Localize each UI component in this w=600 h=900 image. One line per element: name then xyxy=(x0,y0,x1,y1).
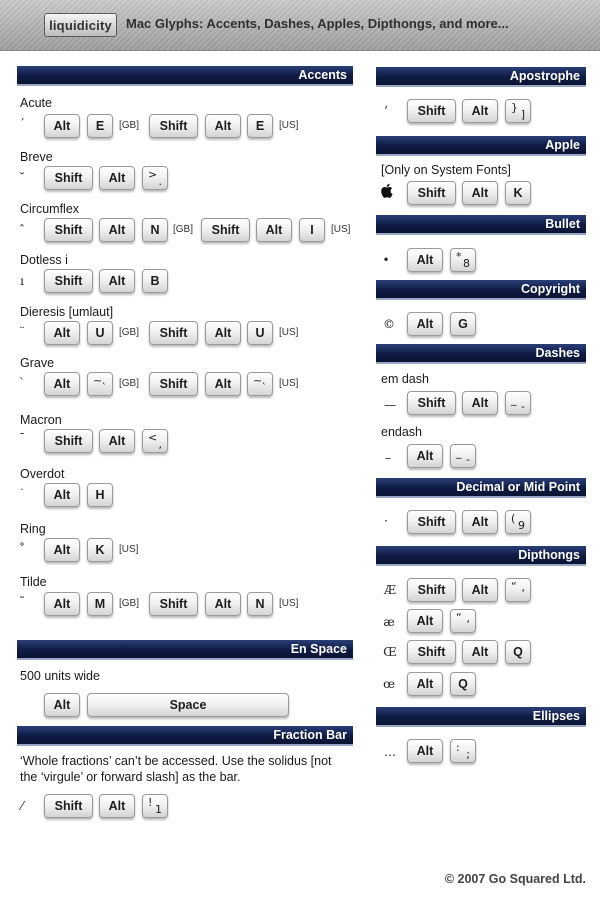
underscore-hyphen-key: _ - xyxy=(505,391,531,415)
u-key: U xyxy=(87,321,113,345)
section-header-mid-point: Decimal or Mid Point xyxy=(376,478,586,498)
shift-key: Shift xyxy=(149,592,198,616)
e-key: E xyxy=(247,114,273,138)
alt-key: Alt xyxy=(407,444,443,468)
section-header-dashes: Dashes xyxy=(376,344,586,364)
alt-key: Alt xyxy=(205,114,241,138)
alt-key: Alt xyxy=(44,483,80,507)
glyph-ellipsis: … xyxy=(384,745,396,759)
m-key: M xyxy=(87,592,113,616)
shift-key: Shift xyxy=(149,321,198,345)
glyph-en-dash: – xyxy=(385,451,391,465)
note-gb: [GB] xyxy=(173,224,194,235)
q-key: Q xyxy=(505,640,531,664)
page-title: Mac Glyphs: Accents, Dashes, Apples, Dipthongs, and more... xyxy=(126,16,509,31)
glyph-overdot: ˙ xyxy=(19,487,25,501)
section-header-ellipses: Ellipses xyxy=(376,707,586,727)
label-acute: Acute xyxy=(20,96,52,110)
glyph-ae: æ xyxy=(383,615,395,629)
label-macron: Macron xyxy=(20,413,62,427)
label-en-dash: endash xyxy=(381,425,423,439)
alt-key: Alt xyxy=(407,312,443,336)
glyph-oe: œ xyxy=(383,677,395,691)
alt-key: Alt xyxy=(44,538,80,562)
note-us: [US] xyxy=(279,327,299,338)
label-circumflex: Circumflex xyxy=(20,202,80,216)
underscore-hyphen-key: _ - xyxy=(450,444,476,468)
section-header-en-space: En Space xyxy=(17,640,353,660)
note-us: [US] xyxy=(279,120,299,131)
label-overdot: Overdot xyxy=(20,467,65,481)
label-em-dash: em dash xyxy=(381,372,429,386)
note-gb: [GB] xyxy=(119,120,140,131)
alt-key: Alt xyxy=(99,269,135,293)
glyph-grave: ` xyxy=(19,376,25,390)
asterisk-eight-key: * 8 xyxy=(450,248,476,272)
glyph-macron: ¯ xyxy=(19,431,25,445)
alt-key: Alt xyxy=(462,510,498,534)
alt-key: Alt xyxy=(44,693,80,717)
alt-key: Alt xyxy=(99,218,135,242)
alt-key: Alt xyxy=(205,321,241,345)
note-gb: [GB] xyxy=(119,327,140,338)
u-key: U xyxy=(247,321,273,345)
note-us: [US] xyxy=(279,378,299,389)
glyph-bullet: • xyxy=(382,253,390,267)
alt-key: Alt xyxy=(462,578,498,602)
glyph-OE: Œ xyxy=(383,645,397,659)
alt-key: Alt xyxy=(407,248,443,272)
label-dotless-i: Dotless i xyxy=(20,253,68,267)
alt-key: Alt xyxy=(407,672,443,696)
g-key: G xyxy=(450,312,476,336)
alt-key: Alt xyxy=(99,429,135,453)
fraction-bar-description: ‘Whole fractions’ can’t be accessed. Use the solidus [not the ‘virgule’ or forward slash] as the bar. xyxy=(20,754,332,784)
alt-key: Alt xyxy=(462,181,498,205)
greater-period-key: > . xyxy=(142,166,168,190)
label-tilde: Tilde xyxy=(20,575,47,589)
shift-key: Shift xyxy=(44,794,93,818)
alt-key: Alt xyxy=(205,372,241,396)
glyph-breve: ˘ xyxy=(19,171,25,185)
section-header-copyright: Copyright xyxy=(376,280,586,300)
en-space-description: 500 units wide xyxy=(20,669,100,683)
tilde-grave-key: ~ ` xyxy=(87,372,113,396)
section-header-bullet: Bullet xyxy=(376,215,586,235)
glyph-dotless-i: ı xyxy=(20,274,24,288)
alt-key: Alt xyxy=(99,794,135,818)
alt-key: Alt xyxy=(44,592,80,616)
section-header-apostrophe: Apostrophe xyxy=(376,67,586,87)
n-key: N xyxy=(247,592,273,616)
glyph-acute: ´ xyxy=(19,117,25,131)
brace-bracket-key: } ] xyxy=(505,99,531,123)
label-grave: Grave xyxy=(20,356,55,370)
shift-key: Shift xyxy=(407,510,456,534)
shift-key: Shift xyxy=(407,578,456,602)
alt-key: Alt xyxy=(462,640,498,664)
footer-copyright: © 2007 Go Squared Ltd. xyxy=(444,872,586,886)
n-key: N xyxy=(142,218,168,242)
section-header-fraction-bar: Fraction Bar xyxy=(17,726,353,746)
h-key: H xyxy=(87,483,113,507)
q-key: Q xyxy=(450,672,476,696)
alt-key: Alt xyxy=(256,218,292,242)
alt-key: Alt xyxy=(205,592,241,616)
shift-key: Shift xyxy=(407,391,456,415)
shift-key: Shift xyxy=(44,269,93,293)
shift-key: Shift xyxy=(407,181,456,205)
header-band xyxy=(0,0,600,51)
e-key: E xyxy=(87,114,113,138)
shift-key: Shift xyxy=(149,114,198,138)
paren-nine-key: ( 9 xyxy=(505,510,531,534)
shift-key: Shift xyxy=(44,166,93,190)
note-us: [US] xyxy=(119,544,139,555)
label-dieresis: Dieresis [umlaut] xyxy=(20,305,114,319)
glyph-tilde: ˜ xyxy=(19,595,25,609)
liquidicity-logo[interactable]: liquidicity xyxy=(44,13,117,37)
shift-key: Shift xyxy=(44,429,93,453)
space-key: Space xyxy=(87,693,289,717)
glyph-circumflex: ˆ xyxy=(19,223,25,237)
shift-key: Shift xyxy=(407,99,456,123)
shift-key: Shift xyxy=(407,640,456,664)
alt-key: Alt xyxy=(462,99,498,123)
note-gb: [GB] xyxy=(119,598,140,609)
exclaim-one-key: ! 1 xyxy=(142,794,168,818)
quote-key: “ ‘ xyxy=(505,578,531,602)
section-header-dipthongs: Dipthongs xyxy=(376,546,586,566)
note-us: [US] xyxy=(279,598,299,609)
less-comma-key: < , xyxy=(142,429,168,453)
alt-key: Alt xyxy=(407,609,443,633)
glyph-dieresis: ¨ xyxy=(19,325,25,339)
alt-key: Alt xyxy=(44,372,80,396)
note-gb: [GB] xyxy=(119,378,140,389)
quote-key: “ ‘ xyxy=(450,609,476,633)
alt-key: Alt xyxy=(44,114,80,138)
section-header-apple: Apple xyxy=(376,136,586,156)
alt-key: Alt xyxy=(44,321,80,345)
alt-key: Alt xyxy=(462,391,498,415)
section-header-accents: Accents xyxy=(17,66,353,86)
tilde-grave-key: ~ ` xyxy=(247,372,273,396)
apple-logo-icon xyxy=(378,183,394,199)
shift-key: Shift xyxy=(149,372,198,396)
shift-key: Shift xyxy=(44,218,93,242)
apple-note: [Only on System Fonts] xyxy=(381,163,511,177)
shift-key: Shift xyxy=(201,218,250,242)
apple-logo-icon xyxy=(380,183,393,198)
glyph-apostrophe: ’ xyxy=(384,104,388,118)
label-ring: Ring xyxy=(20,522,46,536)
glyph-copyright: © xyxy=(383,317,395,331)
i-key: I xyxy=(299,218,325,242)
k-key: K xyxy=(87,538,113,562)
b-key: B xyxy=(142,269,168,293)
glyph-mid-point: · xyxy=(384,514,388,528)
alt-key: Alt xyxy=(99,166,135,190)
k-key: K xyxy=(505,181,531,205)
glyph-solidus: ⁄ xyxy=(20,799,23,813)
glyph-ring: ˚ xyxy=(19,542,25,556)
glyph-em-dash: — xyxy=(384,398,396,412)
label-breve: Breve xyxy=(20,150,53,164)
note-us: [US] xyxy=(331,224,351,235)
alt-key: Alt xyxy=(407,739,443,763)
glyph-AE: Æ xyxy=(383,583,396,597)
colon-semicolon-key: : ; xyxy=(450,739,476,763)
